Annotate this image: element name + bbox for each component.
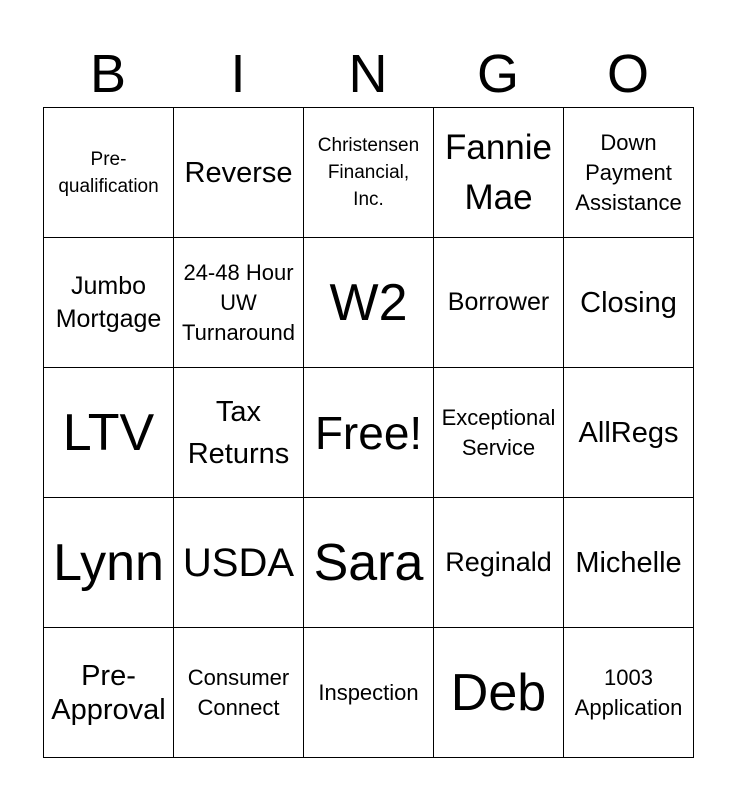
header-letter-b: B bbox=[89, 44, 127, 104]
bingo-cell[interactable] bbox=[564, 628, 694, 758]
bingo-cell[interactable] bbox=[44, 238, 174, 368]
bingo-cell[interactable] bbox=[174, 108, 304, 238]
bingo-cell[interactable] bbox=[564, 498, 694, 628]
bingo-cell[interactable] bbox=[434, 498, 564, 628]
bingo-cell[interactable] bbox=[434, 628, 564, 758]
cell-text: Exceptional Service bbox=[441, 404, 556, 460]
cell-text: Michelle bbox=[575, 546, 682, 579]
header-letter-o: O bbox=[606, 44, 649, 104]
bingo-cell[interactable] bbox=[564, 108, 694, 238]
cell-text: Pre- Approval bbox=[51, 659, 166, 726]
bingo-cell[interactable] bbox=[44, 498, 174, 628]
bingo-cell[interactable] bbox=[174, 238, 304, 368]
cell-text: Consumer Connect bbox=[187, 664, 290, 720]
cell-text: Closing bbox=[580, 286, 677, 319]
bingo-header bbox=[43, 40, 693, 108]
bingo-cell[interactable] bbox=[304, 368, 434, 498]
bingo-cell[interactable] bbox=[564, 368, 694, 498]
cell-text: USDA bbox=[182, 540, 295, 585]
bingo-card bbox=[43, 107, 694, 758]
cell-text: Pre- qualification bbox=[58, 148, 159, 197]
cell-text: Christensen Financial, Inc. bbox=[317, 135, 420, 210]
cell-text: Lynn bbox=[53, 533, 164, 592]
cell-text: Fannie Mae bbox=[444, 127, 553, 217]
cell-text: 24-48 Hour UW Turnaround bbox=[182, 259, 295, 345]
cell-text: Borrower bbox=[447, 288, 550, 316]
cell-text: Inspection bbox=[318, 679, 419, 705]
bingo-cell[interactable] bbox=[44, 628, 174, 758]
cell-text: Reginald bbox=[445, 547, 552, 577]
header-letter-n: N bbox=[348, 44, 388, 104]
bingo-cell[interactable] bbox=[304, 628, 434, 758]
cell-text: Deb bbox=[450, 663, 547, 722]
bingo-cell[interactable] bbox=[174, 368, 304, 498]
bingo-cell[interactable] bbox=[174, 498, 304, 628]
cell-text: W2 bbox=[329, 273, 408, 332]
header-letter-g: G bbox=[476, 44, 519, 104]
bingo-cell[interactable] bbox=[304, 108, 434, 238]
cell-text: 1003 Application bbox=[574, 664, 683, 720]
cell-text: LTV bbox=[62, 403, 155, 462]
cell-text: Free! bbox=[314, 406, 423, 459]
bingo-cell[interactable] bbox=[304, 238, 434, 368]
cell-text: Jumbo Mortgage bbox=[55, 271, 162, 333]
cell-text: Tax Returns bbox=[187, 395, 290, 470]
bingo-cell[interactable] bbox=[174, 628, 304, 758]
bingo-cell[interactable] bbox=[564, 238, 694, 368]
cell-text: Down Payment Assistance bbox=[575, 129, 682, 215]
bingo-cell[interactable] bbox=[44, 108, 174, 238]
bingo-cell[interactable] bbox=[434, 238, 564, 368]
bingo-cell[interactable] bbox=[44, 368, 174, 498]
cell-text: Sara bbox=[313, 533, 424, 592]
cell-text: AllRegs bbox=[578, 416, 679, 449]
header-letter-i: I bbox=[230, 44, 246, 104]
bingo-cell[interactable] bbox=[434, 108, 564, 238]
bingo-cell[interactable] bbox=[304, 498, 434, 628]
bingo-cell[interactable] bbox=[434, 368, 564, 498]
cell-text: Reverse bbox=[184, 156, 293, 189]
